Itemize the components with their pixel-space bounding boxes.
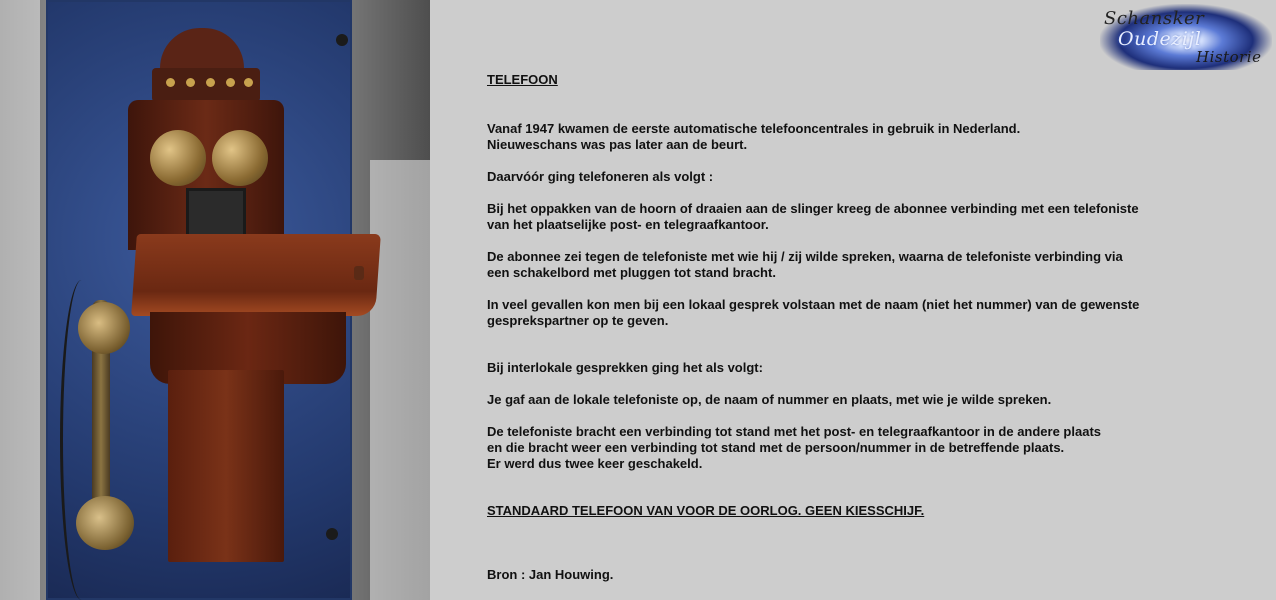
paragraph-2 bbox=[487, 249, 1257, 281]
telephone-photo bbox=[0, 0, 430, 600]
background-structure bbox=[370, 160, 430, 600]
page-title: TELEFOON bbox=[487, 72, 558, 87]
background-structure bbox=[0, 0, 40, 600]
before-heading: Daarvóór ging telefoneren als volgt : bbox=[487, 169, 714, 184]
text-line: In veel gevallen kon men bij een lokaal gesprek volstaan met de naam (niet het nummer) van de gewenste bbox=[487, 297, 1140, 312]
article bbox=[487, 72, 1257, 583]
paragraph-4: Je gaf aan de lokale telefoniste op, de naam of nummer en plaats, met wie je wilde spreken. bbox=[487, 392, 1052, 407]
text-line: en die bracht weer een verbinding tot stand met de persoon/nummer in de betreffende plaats. bbox=[487, 440, 1065, 455]
text-line: een schakelbord met pluggen tot stand bracht. bbox=[487, 265, 776, 280]
earpiece-icon bbox=[78, 302, 130, 354]
text-line: De telefoniste bracht een verbinding tot stand met het post- en telegraafkantoor in de andere plaats bbox=[487, 424, 1102, 439]
text-line: gesprekspartner op te geven. bbox=[487, 313, 669, 328]
text-line: Vanaf 1947 kwamen de eerste automatische telefooncentrales in gebruik in Nederland. bbox=[487, 121, 1021, 136]
text-line: Nieuweschans was pas later aan de beurt. bbox=[487, 137, 748, 152]
site-logo[interactable] bbox=[1100, 4, 1272, 70]
interlocal-heading: Bij interlokale gesprekken ging het als volgt: bbox=[487, 360, 763, 375]
telephone-writing-lid bbox=[131, 234, 381, 316]
text-line: Bij het oppakken van de hoorn of draaien aan de slinger kreeg de abonnee verbinding met een telefoniste bbox=[487, 201, 1139, 216]
logo-text-line2: Oudezijl bbox=[1118, 28, 1202, 50]
screw-icon bbox=[326, 528, 338, 540]
logo-text-line1: Schansker bbox=[1104, 8, 1205, 29]
bell-icon bbox=[150, 130, 206, 186]
bell-icon bbox=[212, 130, 268, 186]
paragraph-3 bbox=[487, 297, 1257, 329]
crank-handle bbox=[354, 266, 364, 280]
paragraph-1 bbox=[487, 201, 1257, 233]
terminal-icon bbox=[244, 78, 253, 87]
screw-icon bbox=[336, 34, 348, 46]
logo-text-line3: Historie bbox=[1196, 48, 1262, 66]
terminal-icon bbox=[186, 78, 195, 87]
text-line: Er werd dus twee keer geschakeld. bbox=[487, 456, 703, 471]
image-caption: STANDAARD TELEFOON VAN VOOR DE OORLOG. GEEN KIESSCHIJF. bbox=[487, 503, 925, 518]
terminal-icon bbox=[206, 78, 215, 87]
source-credit: Bron : Jan Houwing. bbox=[487, 567, 614, 582]
paragraph-5 bbox=[487, 424, 1257, 472]
text-line: van het plaatselijke post- en telegraafkantoor. bbox=[487, 217, 769, 232]
mouthpiece-icon bbox=[76, 496, 134, 550]
terminal-icon bbox=[226, 78, 235, 87]
telephone-battery-box bbox=[168, 370, 284, 562]
terminal-icon bbox=[166, 78, 175, 87]
intro-paragraph bbox=[487, 121, 1257, 153]
text-line: De abonnee zei tegen de telefoniste met wie hij / zij wilde spreken, waarna de telefoniste verbinding via bbox=[487, 249, 1123, 264]
